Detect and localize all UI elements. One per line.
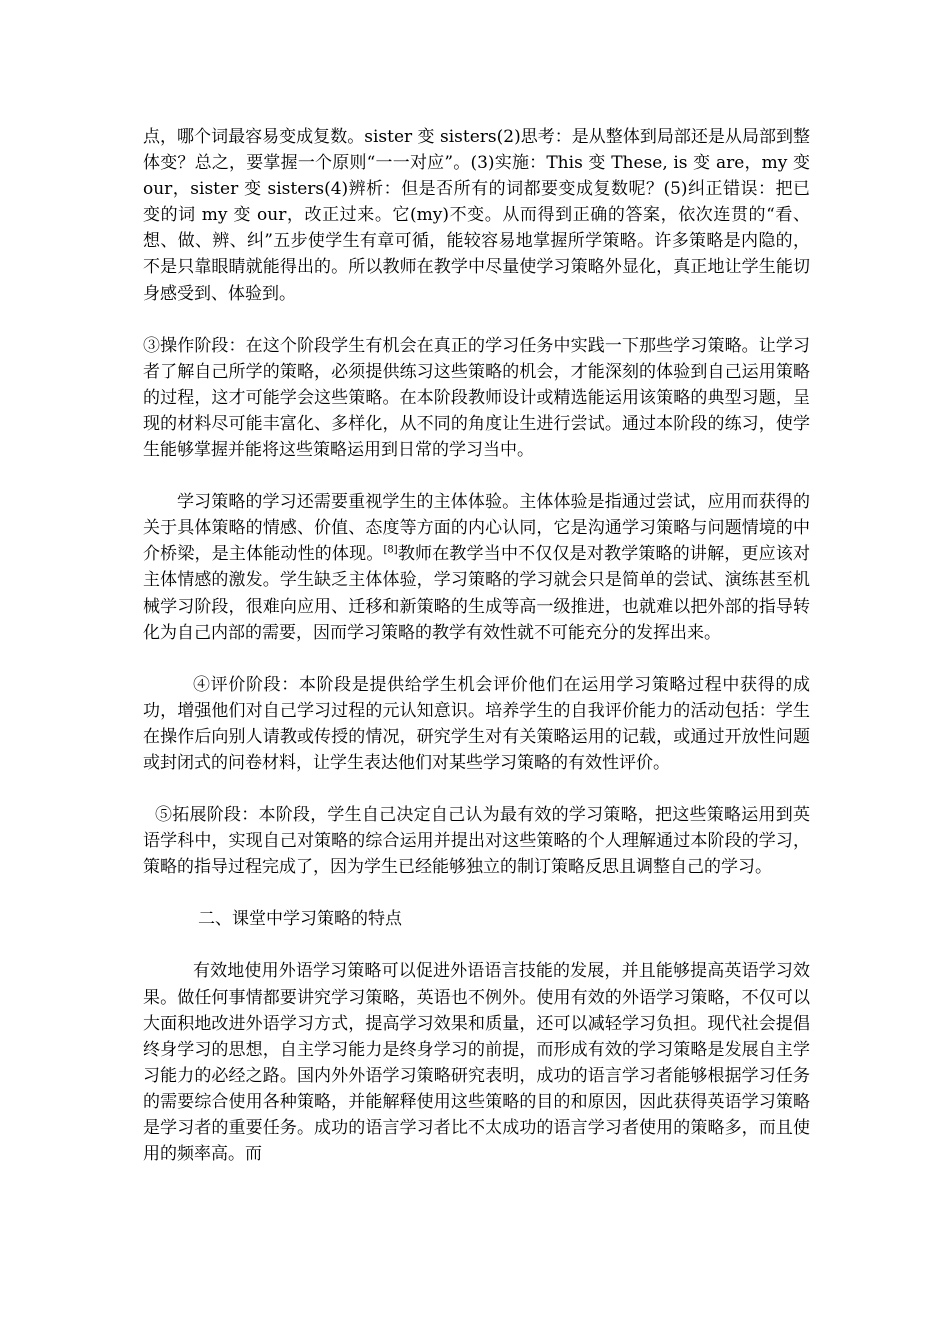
paragraph-subject-experience-part1: 学习策略的学习还需要重视学生的主体体验。主体体验是指通过尝试，应用而获得的关于具体策略的情感、价值、态度等方面的内心认同，它是沟通学习策略与问题情境的中介桥梁，是主体能动性的体现。 bbox=[143, 492, 810, 565]
paragraph-learning-strategy-features: 有效地使用外语学习策略可以促进外语语言技能的发展，并且能够提高英语学习效果。做任何事情都要讲究学习策略，英语也不例外。使用有效的外语学习策略，不仅可以大面积地改进外语学习方式，提高学习效果和质量，还可以减轻学习负担。现代社会提倡终身学习的思想，自主学习能力是终身学习的前提，而形成有效的学习策略是发展自主学习能力的必经之路。国内外外语学习策略研究表明，成功的语言学习者能够根据学习任务的需要综合使用各种策略，并能解释使用这些策略的目的和原因，因此获得英语学习策略是学习者的重要任务。成功的语言学习者比不太成功的语言学习者使用的策略多，而且使用的频率高。而 bbox=[143, 961, 810, 1165]
paragraph-strategy-steps: 点，哪个词最容易变成复数。sister 变 sisters(2)思考：是从整体到局部还是从局部到整体变？总之，要掌握一个原则“一一对应”。(3)实施：This 变 These, is 变 are，my 变 our，sister 变 sisters(4)辨析：但是否所有的词都要变成复数呢？(5)纠正错误：把已变的词 my 变 our，改正过来。它(my)不变。从而得到正确的答案，依次连贯的“看、想、做、辨、纠”五步使学生有章可循，能较容易地掌握所学策略。许多策略是内隐的，不是只靠眼睛就能得出的。所以教师在教学中尽量使学习策略外显化，真正地让学生能切身感受到、体验到。 bbox=[143, 127, 810, 304]
document-page bbox=[143, 124, 810, 1167]
paragraph-subject-experience-part2: 教师在教学当中不仅仅是对教学策略的讲解，更应该对主体情感的激发。学生缺乏主体体验，学习策略的学习就会只是简单的尝试、演练甚至机械学习阶段，很难向应用、迁移和新策略的生成等高一级推进，也就难以把外部的指导转化为自己内部的需要，因而学习策略的教学有效性就不可能充分的发挥出来。 bbox=[143, 544, 810, 643]
paragraph-subject-experience bbox=[143, 489, 810, 646]
section-heading: 二、课堂中学习策略的特点 bbox=[198, 909, 402, 930]
paragraph-extension-stage: ⑤拓展阶段：本阶段，学生自己决定自己认为最有效的学习策略，把这些策略运用到英语学科中，实现自己对策略的综合运用并提出对这些策略的个人理解通过本阶段的学习，策略的指导过程完成了，因为学生已经能够独立的制订策略反思且调整自己的学习。 bbox=[143, 805, 810, 878]
paragraph-operation-stage: ③操作阶段：在这个阶段学生有机会在真正的学习任务中实践一下那些学习策略。让学习者了解自己所学的策略，必须提供练习这些策略的机会，才能深刻的体验到自己运用策略的过程，这才可能学会这些策略。在本阶段教师设计或精选能运用该策略的典型习题，呈现的材料尽可能丰富化、多样化，从不同的角度让生进行尝试。通过本阶段的练习，使学生能够掌握并能将这些策略运用到日常的学习当中。 bbox=[143, 335, 810, 461]
paragraph-evaluation-stage: ④评价阶段：本阶段是提供给学生机会评价他们在运用学习策略过程中获得的成功，增强他们对自己学习过程的元认知意识。培养学生的自我评价能力的活动包括：学生在操作后向别人请教或传授的情况，研究学生对有关策略运用的记载，或通过开放性问题或封闭式的问卷材料，让学生表达他们对某些学习策略的有效性评价。 bbox=[143, 674, 810, 773]
citation-ref: [8] bbox=[383, 544, 398, 556]
